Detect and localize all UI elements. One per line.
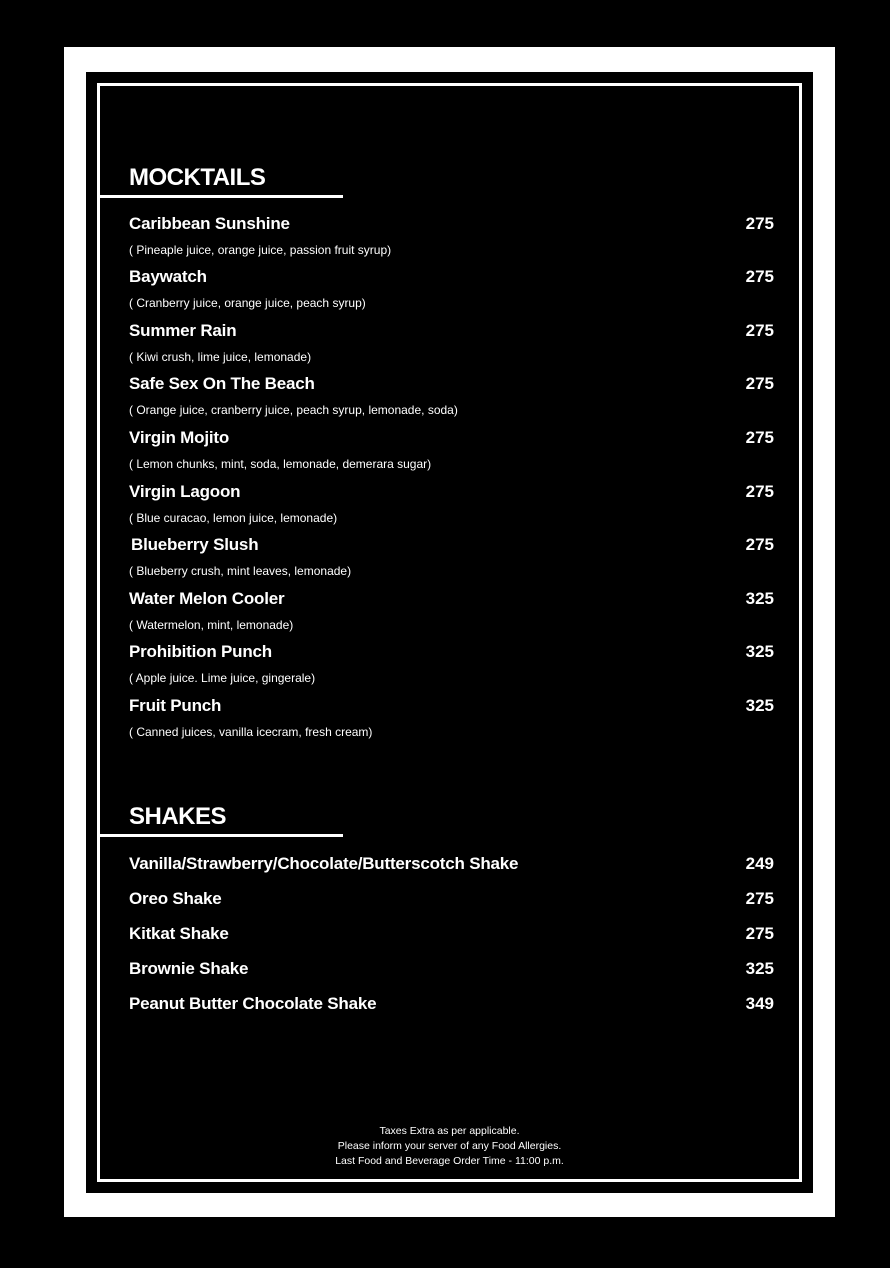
item-price: 275 [745,267,774,286]
item-name: Vanilla/Strawberry/Chocolate/Butterscotch Shake [129,854,519,873]
shakes-heading-rule [100,834,343,837]
item-price: 275 [745,321,774,340]
item-price: 325 [745,642,774,661]
item-name: Water Melon Cooler [129,589,285,608]
item-price: 275 [745,535,774,554]
item-price: 349 [745,994,774,1013]
item-price: 275 [745,214,774,233]
item-description: ( Blueberry crush, mint leaves, lemonade) [129,564,352,578]
item-name: Baywatch [129,267,207,286]
item-price: 325 [745,959,774,978]
item-name: Peanut Butter Chocolate Shake [129,994,377,1013]
menu-footer [100,1124,799,1169]
item-description: ( Orange juice, cranberry juice, peach syrup, lemonade, soda) [129,403,458,417]
item-description: ( Canned juices, vanilla icecram, fresh cream) [129,725,373,739]
footer-taxes-note: Taxes Extra as per applicable. [379,1125,520,1137]
item-name: Oreo Shake [129,889,222,908]
item-name: Fruit Punch [129,696,222,715]
shakes-heading: SHAKES [129,803,227,830]
item-description: ( Apple juice. Lime juice, gingerale) [129,671,316,685]
item-name: Virgin Lagoon [129,482,241,501]
item-description: ( Blue curacao, lemon juice, lemonade) [129,511,338,525]
item-description: ( Watermelon, mint, lemonade) [129,618,294,632]
item-name: Blueberry Slush [131,535,259,554]
item-name: Caribbean Sunshine [129,214,290,233]
footer-last-order-note: Last Food and Beverage Order Time - 11:00 p.m. [335,1155,564,1167]
item-name: Kitkat Shake [129,924,229,943]
item-name: Prohibition Punch [129,642,272,661]
item-price: 275 [745,428,774,447]
item-price: 325 [745,589,774,608]
mocktails-heading-rule [100,195,343,198]
item-description: ( Cranberry juice, orange juice, peach syrup) [129,296,366,310]
item-price: 275 [745,374,774,393]
item-price: 275 [745,482,774,501]
item-price: 249 [745,854,774,873]
item-price: 275 [745,889,774,908]
item-price: 325 [745,696,774,715]
item-name: Safe Sex On The Beach [129,374,315,393]
item-name: Brownie Shake [129,959,249,978]
item-description: ( Lemon chunks, mint, soda, lemonade, demerara sugar) [129,457,432,471]
item-price: 275 [745,924,774,943]
item-name: Summer Rain [129,321,237,340]
item-name: Virgin Mojito [129,428,230,447]
item-description: ( Kiwi crush, lime juice, lemonade) [129,350,312,364]
mocktails-heading: MOCKTAILS [129,164,266,191]
footer-allergy-note: Please inform your server of any Food Allergies. [337,1140,562,1152]
item-description: ( Pineaple juice, orange juice, passion fruit syrup) [129,243,392,257]
